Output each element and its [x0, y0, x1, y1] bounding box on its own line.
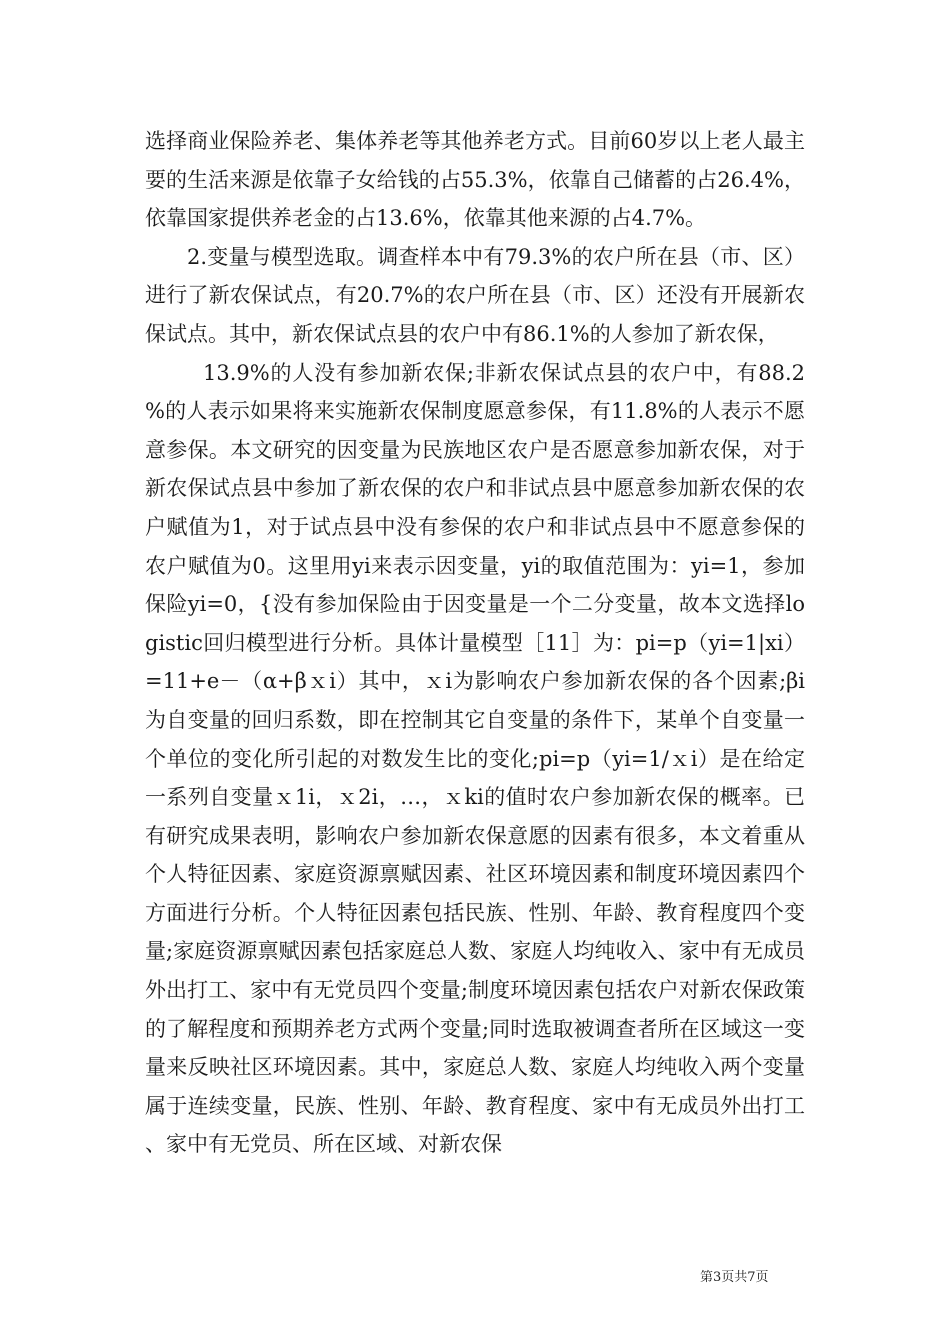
paragraph-variable-model-selection: 2.变量与模型选取。调查样本中有79.3%的农户所在县（市、区）进行了新农保试点，有20.7%的农户所在县（市、区）还没有开展新农保试点。其中，新农保试点县的农户中有86.1%的人参加了新农保， [145, 244, 805, 346]
paragraph-living-sources: 选择商业保险养老、集体养老等其他养老方式。目前60岁以上老人最主要的生活来源是依靠子女给钱的占55.3%，依靠自己储蓄的占26.4%，依靠国家提供养老金的占13.6%，依靠其他来源的占4.7%。 [145, 129, 805, 231]
paragraph-logistic-model: 13.9%的人没有参加新农保;非新农保试点县的农户中，有88.2%的人表示如果将来实施新农保制度愿意参保，有11.8%的人表示不愿意参保。本文研究的因变量为民族地区农户是否愿意参加新农保，对于新农保试点县中参加了新农保的农户和非试点县中愿意参加新农保的农户赋值为1，对于试点县中没有参保的农户和非试点县中不愿意参保的农户赋值为0。这里用yi来表示因变量，yi的取值范围为：yi=1，参加保险yi=0，{没有参加保险由于因变量是一个二分变量，故本文选择logistic回归模型进行分析。具体计量模型［11］为：pi=p（yi=1|xi）=11+e－（α+βｘi）其中，ｘi为影响农户参加新农保的各个因素;βi为自变量的回归系数，即在控制其它自变量的条件下，某单个自变量一个单位的变化所引起的对数发生比的变化;pi=p（yi=1/ｘi）是在给定一系列自变量ｘ1i，ｘ2i，…，ｘki的值时农户参加新农保的概率。已有研究成果表明，影响农户参加新农保意愿的因素有很多，本文着重从个人特征因素、家庭资源禀赋因素、社区环境因素和制度环境因素四个方面进行分析。个人特征因素包括民族、性别、年龄、教育程度四个变量;家庭资源禀赋因素包括家庭总人数、家庭人均纯收入、家中有无成员外出打工、家中有无党员四个变量;制度环境因素包括农户对新农保政策的了解程度和预期养老方式两个变量;同时选取被调查者所在区域这一变量来反映社区环境因素。其中，家庭总人数、家庭人均纯收入两个变量属于连续变量，民族、性别、年龄、教育程度、家中有无成员外出打工、家中有无党员、所在区域、对新农保 [145, 360, 805, 1157]
page-number-footer: 第3页共7页 [700, 1270, 769, 1285]
document-body [145, 122, 805, 1164]
